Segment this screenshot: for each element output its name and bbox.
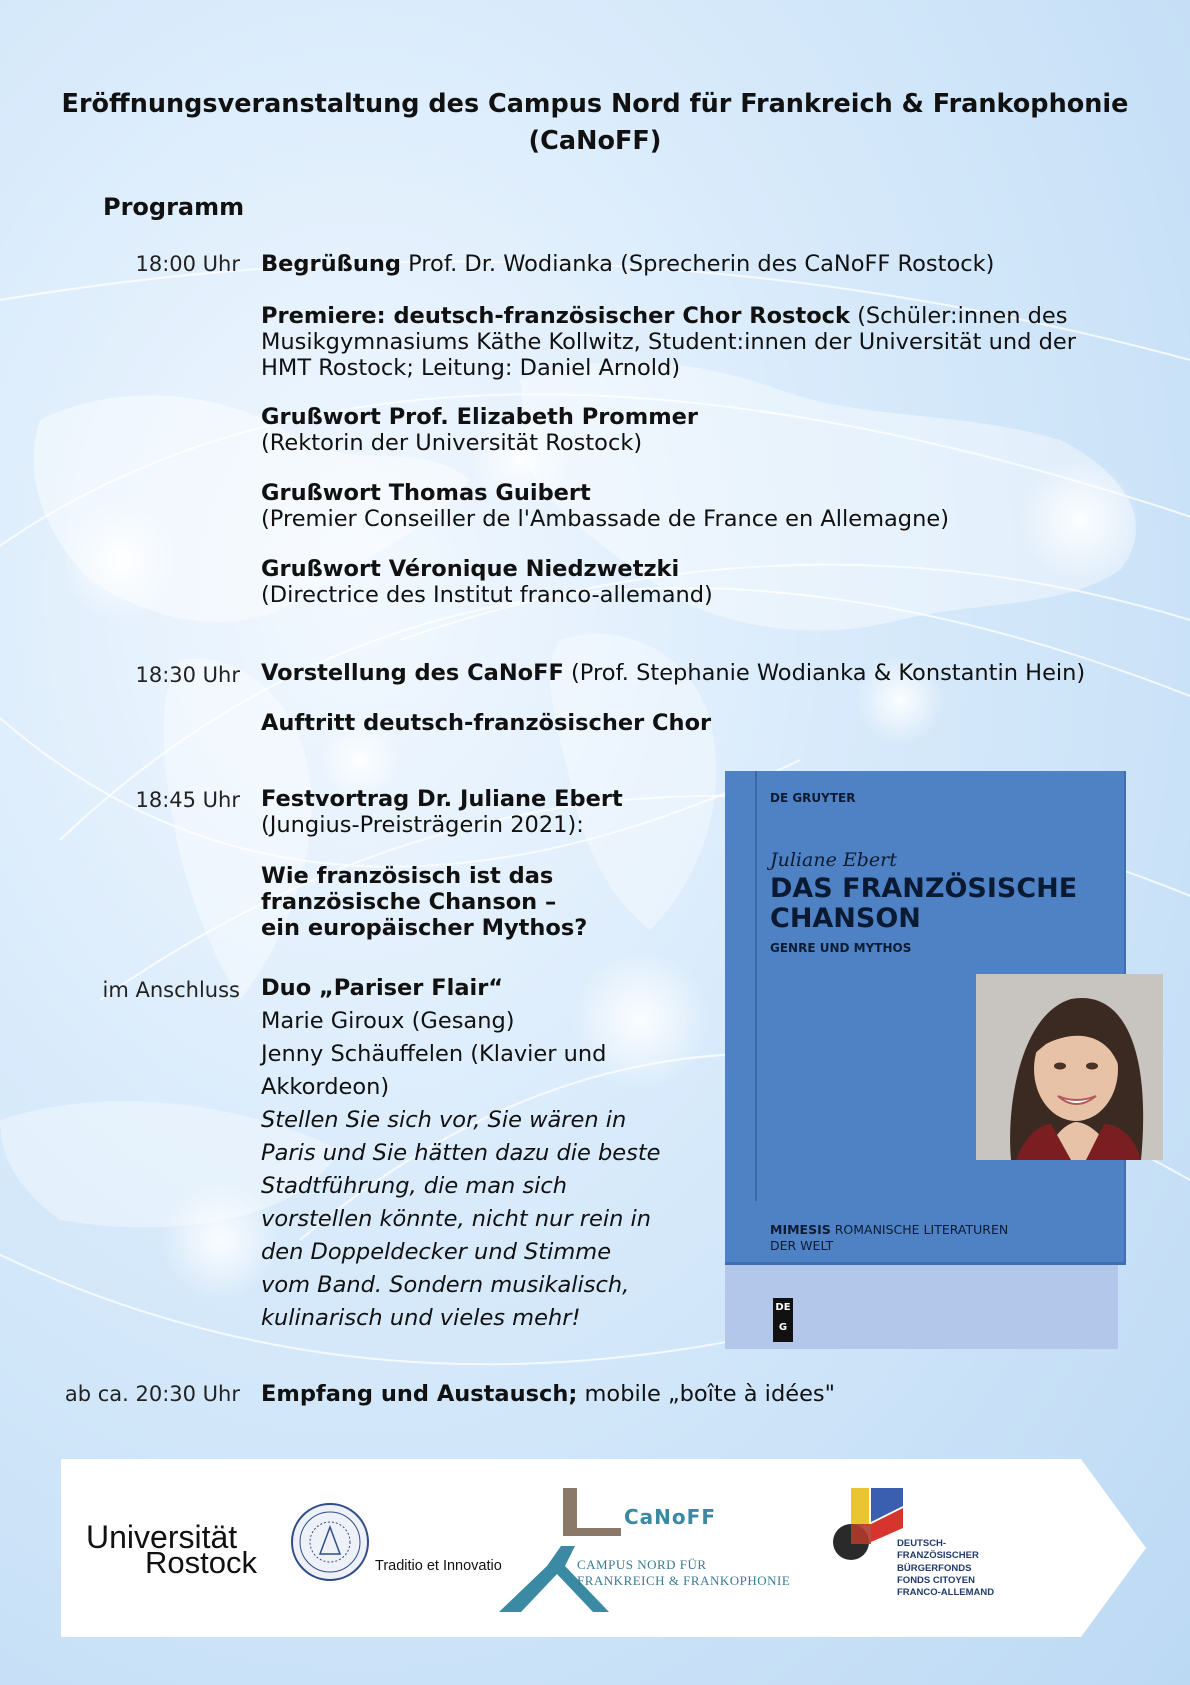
book-title bbox=[770, 874, 1110, 933]
choir-title: Auftritt deutsch-französischer Chor bbox=[261, 710, 712, 736]
greeting-text: Prof. Dr. Wodianka (Sprecherin des CaNoFF Rostock) bbox=[400, 251, 995, 277]
canoff-subtitle-line-2: FRANKREICH & FRANKOPHONIE bbox=[577, 1573, 791, 1589]
book-publisher: DE GRUYTER bbox=[770, 791, 856, 805]
uni-rostock-line-1: Universität bbox=[86, 1519, 238, 1555]
time-1845: 18:45 Uhr bbox=[135, 788, 240, 812]
duo-desc-line-6: vom Band. Sondern musikalisch, bbox=[261, 1272, 630, 1298]
uni-rostock-line-2: Rostock bbox=[145, 1545, 257, 1580]
niedzwetzki-title: Grußwort Véronique Niedzwetzki bbox=[261, 556, 680, 582]
book-title-line-1: DAS FRANZÖSISCHE bbox=[770, 873, 1078, 904]
author-portrait-image bbox=[976, 974, 1163, 1160]
duo-line-2: Jenny Schäuffelen (Klavier und bbox=[261, 1041, 607, 1067]
dfb-line-2: FRANZÖSISCHER bbox=[897, 1550, 979, 1562]
lecture-topic-line-3: ein europäischer Mythos? bbox=[261, 914, 588, 941]
title-line-2: (CaNoFF) bbox=[528, 125, 662, 156]
uni-motto: Traditio et Innovatio bbox=[375, 1558, 502, 1574]
buergerfonds-text bbox=[897, 1538, 994, 1600]
book-series-rest-1: ROMANISCHE LITERATUREN bbox=[830, 1222, 1009, 1237]
page-title bbox=[20, 86, 1170, 159]
footer-logos-banner bbox=[61, 1459, 1161, 1637]
lecture-topic-line-2: französische Chanson – bbox=[261, 888, 557, 915]
item-duo bbox=[261, 972, 661, 1335]
duo-line-3: Akkordeon) bbox=[261, 1074, 390, 1100]
duo-line-1: Marie Giroux (Gesang) bbox=[261, 1008, 515, 1034]
book-series-bold: MIMESIS bbox=[770, 1222, 831, 1237]
dfb-line-4: FONDS CITOYEN bbox=[897, 1575, 975, 1587]
lecture-topic-line-1: Wie französisch ist das bbox=[261, 863, 554, 889]
lecture-text: (Jungius-Preisträgerin 2021): bbox=[261, 811, 584, 838]
time-2030: ab ca. 20:30 Uhr bbox=[64, 1382, 240, 1406]
title-line-1: Eröffnungsveranstaltung des Campus Nord für Frankreich & Frankophonie bbox=[61, 89, 1129, 119]
duo-title: Duo „Pariser Flair“ bbox=[261, 975, 504, 1001]
canoff-subtitle-line-1: CAMPUS NORD FÜR bbox=[577, 1557, 707, 1572]
premiere-title: Premiere: deutsch-französischer Chor Rostock bbox=[261, 303, 850, 329]
reception-text: mobile „boîte à idées" bbox=[577, 1381, 835, 1407]
canoff-logo-icon bbox=[491, 1488, 631, 1618]
lecture-title: Festvortrag Dr. Juliane Ebert bbox=[261, 786, 623, 812]
item-greet-prommer bbox=[261, 405, 698, 457]
prommer-text: (Rektorin der Universität Rostock) bbox=[261, 429, 643, 456]
degruyter-logo-icon: DE G bbox=[773, 1298, 793, 1342]
premiere-text: (Schüler:innen des bbox=[849, 303, 1068, 329]
reception-title: Empfang und Austausch; bbox=[261, 1381, 578, 1407]
time-afterwards: im Anschluss bbox=[102, 978, 240, 1002]
greeting-title: Begrüßung bbox=[261, 251, 401, 277]
item-premiere bbox=[261, 304, 1076, 382]
item-presentation bbox=[261, 661, 1085, 687]
duo-desc-line-5: den Doppeldecker und Stimme bbox=[261, 1239, 612, 1265]
book-title-line-2: CHANSON bbox=[770, 902, 921, 934]
dfb-line-5: FRANCO-ALLEMAND bbox=[897, 1587, 995, 1599]
book-subtitle: GENRE UND MYTHOS bbox=[770, 941, 912, 955]
premiere-line-3: HMT Rostock; Leitung: Daniel Arnold) bbox=[261, 354, 681, 381]
item-reception bbox=[261, 1382, 835, 1408]
premiere-line-2: Musikgymnasiums Käthe Kollwitz, Student:innen der Universität und der bbox=[261, 328, 1076, 355]
duo-desc-line-7: kulinarisch und vieles mehr! bbox=[261, 1305, 581, 1331]
item-greet-guibert bbox=[261, 481, 949, 533]
dfb-line-3: BÜRGERFONDS bbox=[897, 1562, 972, 1574]
book-series-rest-2: DER WELT bbox=[770, 1237, 834, 1253]
dfb-line-1: DEUTSCH- bbox=[897, 1538, 947, 1549]
presentation-title: Vorstellung des CaNoFF bbox=[261, 660, 564, 686]
item-greeting bbox=[261, 252, 994, 278]
prommer-title: Grußwort Prof. Elizabeth Prommer bbox=[261, 404, 699, 430]
duo-desc-line-4: vorstellen könnte, nicht nur rein in bbox=[261, 1206, 652, 1232]
item-lecture bbox=[261, 787, 623, 839]
book-series bbox=[770, 1222, 1008, 1253]
time-1800: 18:00 Uhr bbox=[135, 252, 240, 276]
canoff-name: CaNoFF bbox=[624, 1505, 716, 1529]
presentation-text: (Prof. Stephanie Wodianka & Konstantin Hein) bbox=[563, 660, 1086, 686]
duo-desc-line-2: Paris und Sie hätten dazu die beste bbox=[261, 1140, 661, 1166]
program-heading: Programm bbox=[103, 193, 245, 221]
book-author: Juliane Ebert bbox=[770, 849, 897, 871]
niedzwetzki-text: (Directrice des Institut franco-allemand) bbox=[261, 581, 713, 608]
uni-rostock-seal-icon bbox=[290, 1502, 370, 1582]
guibert-title: Grußwort Thomas Guibert bbox=[261, 480, 591, 506]
author-photo bbox=[976, 974, 1163, 1160]
item-lecture-topic bbox=[261, 864, 587, 942]
duo-desc-line-3: Stadtführung, die man sich bbox=[261, 1173, 568, 1199]
duo-desc-line-1: Stellen Sie sich vor, Sie wären in bbox=[261, 1107, 627, 1133]
item-greet-niedzwetzki bbox=[261, 557, 713, 609]
book-spine bbox=[755, 771, 757, 1201]
guibert-text: (Premier Conseiller de l'Ambassade de France en Allemagne) bbox=[261, 505, 949, 532]
buergerfonds-logo-icon bbox=[831, 1488, 906, 1563]
time-1830: 18:30 Uhr bbox=[135, 663, 240, 687]
item-choir bbox=[261, 711, 711, 737]
canoff-subtitle bbox=[577, 1557, 790, 1590]
